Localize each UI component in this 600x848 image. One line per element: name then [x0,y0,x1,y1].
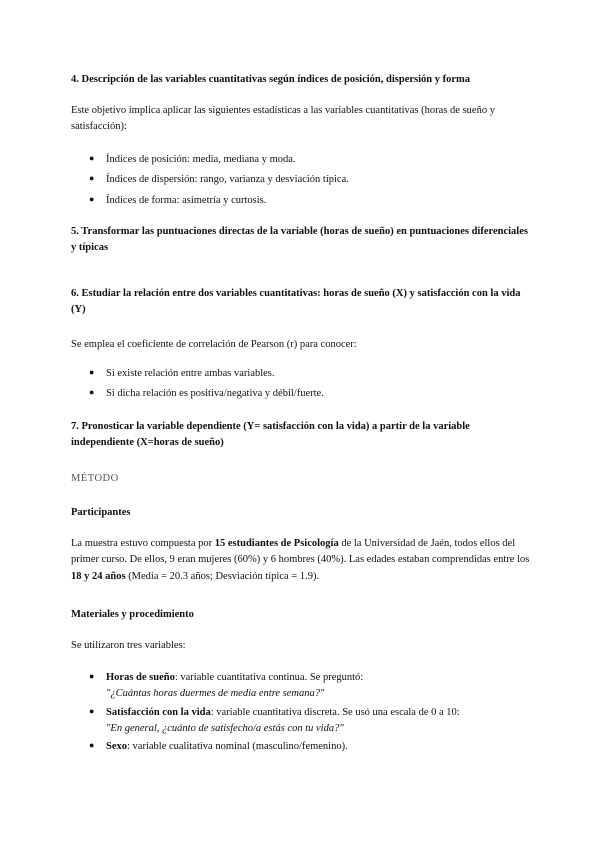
quote-horas-de-sueno: "¿Cuántas horas duermes de media entre semana?" [106,688,325,700]
variables-list [71,670,533,755]
materiales-heading: Materiales y procedimiento [71,609,194,620]
bullet-icon: ● [89,173,95,184]
participantes-paragraph: La muestra estuvo compuesta por 15 estudiantes de Psicología de la Universidad de Jaén, todos ellos del primer curso. De ellos, 9 eran mujeres (60%) y 6 hombres (40%). Las edades estaban comprendidas entre los 18 y 24 años (Media = 20.3 años; Desviación típica = 1.9). [71,538,530,582]
list-item: ● Índices de forma: asimetría y curtosis. [89,193,267,206]
section-5-heading: 5. Transformar las puntuaciones directas de la variable (horas de sueño) en puntuaciones diferenciales y típicas [71,226,528,254]
list-item-horas-de-sueno: ● Horas de sueño: variable cuantitativa continua. Se preguntó: [89,671,364,683]
bullet-icon: ● [89,387,95,398]
section-7-heading: 7. Pronosticar la variable dependiente (Y= satisfacción con la vida) a partir de la variable independiente (X=horas de sueño) [71,421,470,449]
bullet-icon: ● [89,705,95,716]
section-6-heading: 6. Estudiar la relación entre dos variables cuantitativas: horas de sueño (X) y satisfacción con la vida (Y) [71,288,521,316]
list-item: ● Si dicha relación es positiva/negativa y débil/fuerte. [89,387,324,400]
list-item: ● Si existe relación entre ambas variables. [89,367,275,379]
list-item: ● Índices de dispersión: rango, varianza y desviación típica. [89,173,349,186]
section-4-intro: Este objetivo implica aplicar las siguientes estadísticas a las variables cuantitativas (horas de sueño y satisfacción): [71,105,495,133]
section-4-list [71,152,533,209]
list-item-satisfaccion: ● Satisfacción con la vida: variable cuantitativa discreta. Se usó una escala de 0 a 10: [89,705,460,718]
bullet-icon: ● [89,153,95,163]
bullet-icon: ● [89,740,95,751]
materiales-intro: Se utilizaron tres variables: [71,640,186,651]
bullet-icon: ● [89,671,95,681]
bullet-icon: ● [89,367,95,377]
list-item-sexo: ● Sexo: variable cualitativa nominal (masculino/femenino). [89,740,348,753]
section-6-intro: Se emplea el coeficiente de correlación de Pearson (r) para conocer: [71,339,357,350]
section-4-heading: 4. Descripción de las variables cuantitativas según índices de posición, dispersión y forma [71,74,471,85]
metodo-title: MÉTODO [71,473,119,484]
section-6-list [71,366,533,403]
list-item: ● Índices de posición: media, mediana y moda. [89,153,296,165]
quote-satisfaccion: "En general, ¿cuánto de satisfecho/a estás con tu vida?" [106,722,344,734]
participantes-heading: Participantes [71,507,131,518]
bullet-icon: ● [89,193,95,204]
